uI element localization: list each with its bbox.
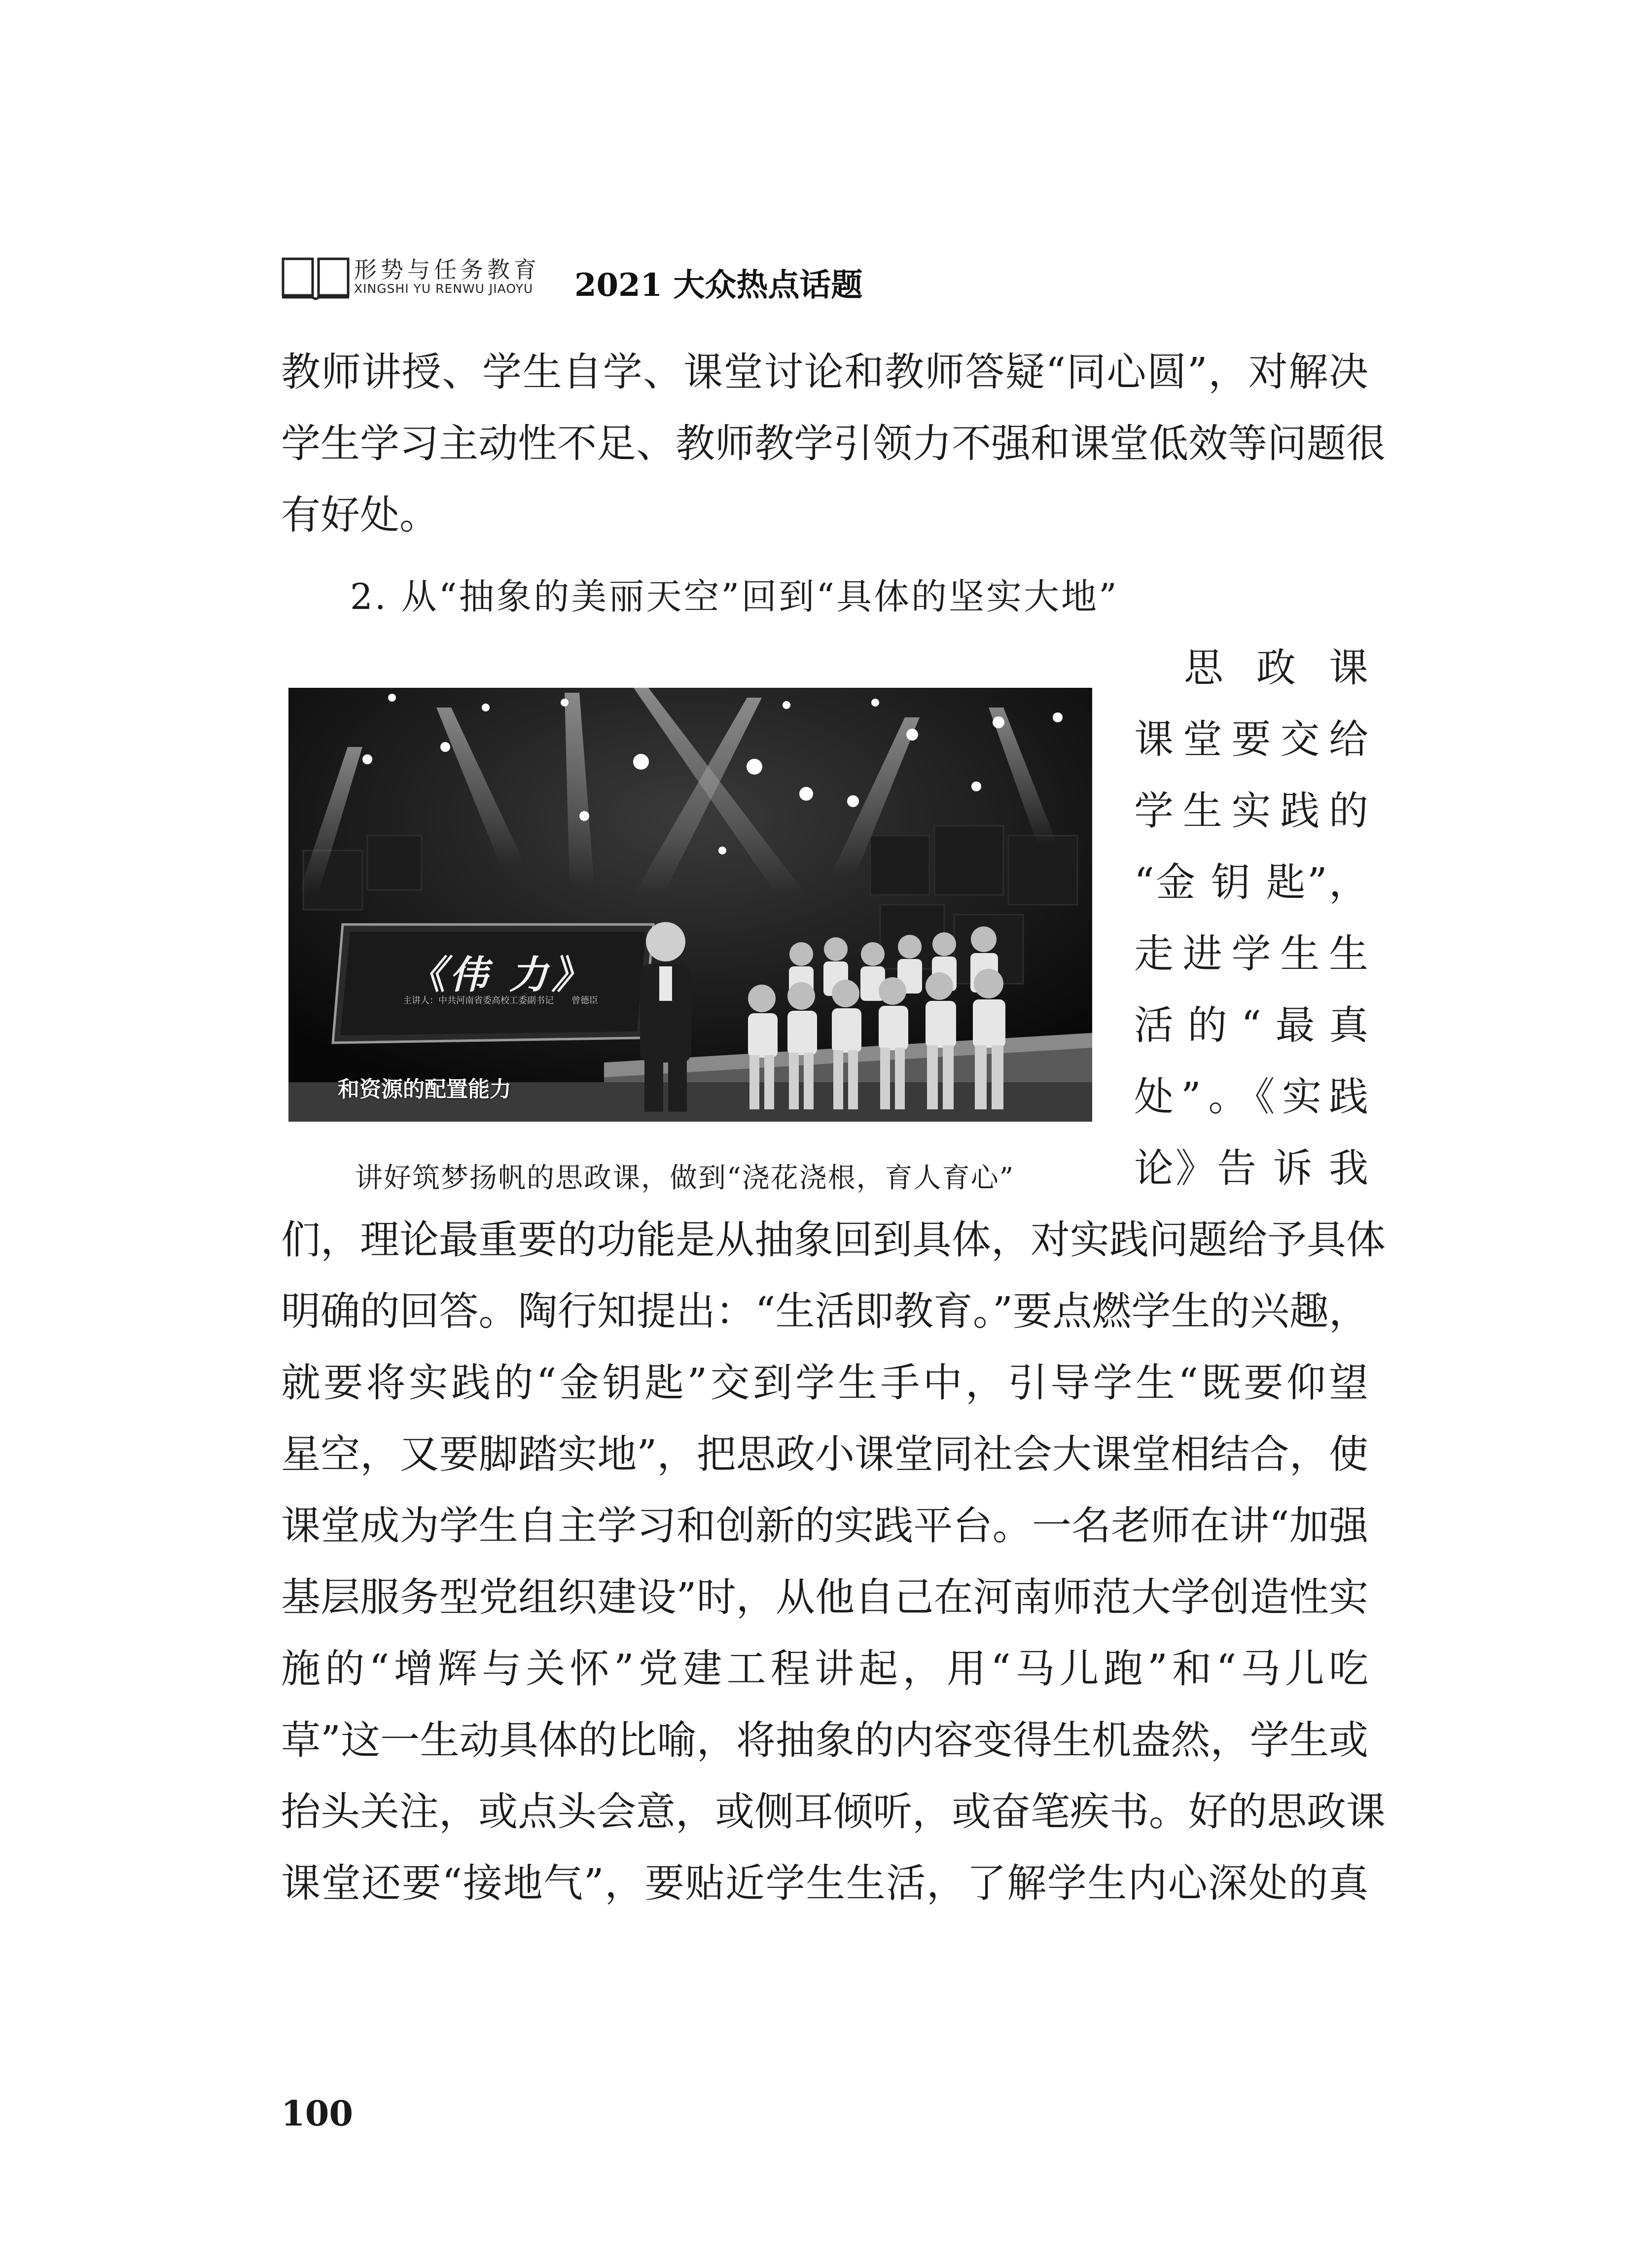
intro-line: 学生学习主动性不足、教师教学引领力不强和课堂低效等问题很 — [281, 421, 1386, 466]
side-text-line: “金 钥 匙”， — [1134, 859, 1368, 905]
side-text-line: 课堂要交给 — [1134, 716, 1368, 762]
side-text-line: 学生实践的 — [1134, 788, 1368, 834]
body-line: 草”这一生动具体的比喻，将抽象的内容变得生机盎然，学生或 — [281, 1717, 1368, 1763]
section-heading: 2. 从“抽象的美丽天空”回到“具体的坚实大地” — [350, 576, 1119, 617]
page-number: 100 — [281, 2093, 354, 2134]
body-line: 星空，又要脚踏实地”，把思政小课堂同社会大课堂相结合，使 — [281, 1431, 1368, 1477]
header-brand-cn: 形势与任务教育 — [354, 256, 540, 283]
side-text-line: 处”。《实践 — [1134, 1074, 1368, 1120]
running-header — [281, 249, 1366, 308]
side-text-line: 活的“最真 — [1134, 1002, 1368, 1048]
header-brand-en: XINGSHI YU RENWU JIAOYU — [354, 282, 534, 296]
side-text-line: 思 政 课 — [1134, 645, 1368, 691]
body-line: 们，理论最重要的功能是从抽象回到具体，对实践问题给予具体 — [281, 1217, 1386, 1263]
video-subtitle: 和资源的配置能力 — [338, 1077, 511, 1102]
side-text-line: 走进学生生 — [1134, 931, 1368, 977]
screen-speaker-line: 主讲人：中共河南省委高校工委副书记 曾德臣 — [403, 995, 598, 1006]
side-text-line: 论》告 诉 我 — [1134, 1145, 1368, 1191]
body-line: 课堂还要“接地气”，要贴近学生生活，了解学生内心深处的真 — [281, 1860, 1368, 1906]
body-line: 施的“增辉与关怀”党建工程讲起，用“马儿跑”和“马儿吃 — [281, 1646, 1368, 1692]
body-line: 就要将实践的“金钥匙”交到学生手中，引导学生“既要仰望 — [281, 1360, 1368, 1406]
intro-line: 教师讲授、学生自学、课堂讨论和教师答疑“同心圆”，对解决 — [281, 349, 1368, 395]
stage-scene — [288, 688, 1092, 1122]
body-line: 课堂成为学生自主学习和创新的实践平台。一名老师在讲“加强 — [281, 1503, 1368, 1549]
header-title: 2021 大众热点话题 — [574, 267, 863, 304]
photo-caption: 讲好筑梦扬帆的思政课，做到“浇花浇根，育人育心” — [355, 1162, 1015, 1194]
body-line: 抬头关注，或点头会意，或侧耳倾听，或奋笔疾书。好的思政课 — [281, 1789, 1386, 1835]
screen-title: 《伟 力》 — [407, 953, 594, 997]
open-book-icon — [281, 256, 350, 300]
intro-line: 有好处。 — [281, 492, 439, 538]
body-line: 明确的回答。陶行知提出：“生活即教育。”要点燃学生的兴趣， — [281, 1288, 1368, 1334]
body-line: 基层服务型党组织建设”时，从他自己在河南师范大学创造性实 — [281, 1574, 1368, 1620]
stage-photo — [288, 688, 1092, 1122]
